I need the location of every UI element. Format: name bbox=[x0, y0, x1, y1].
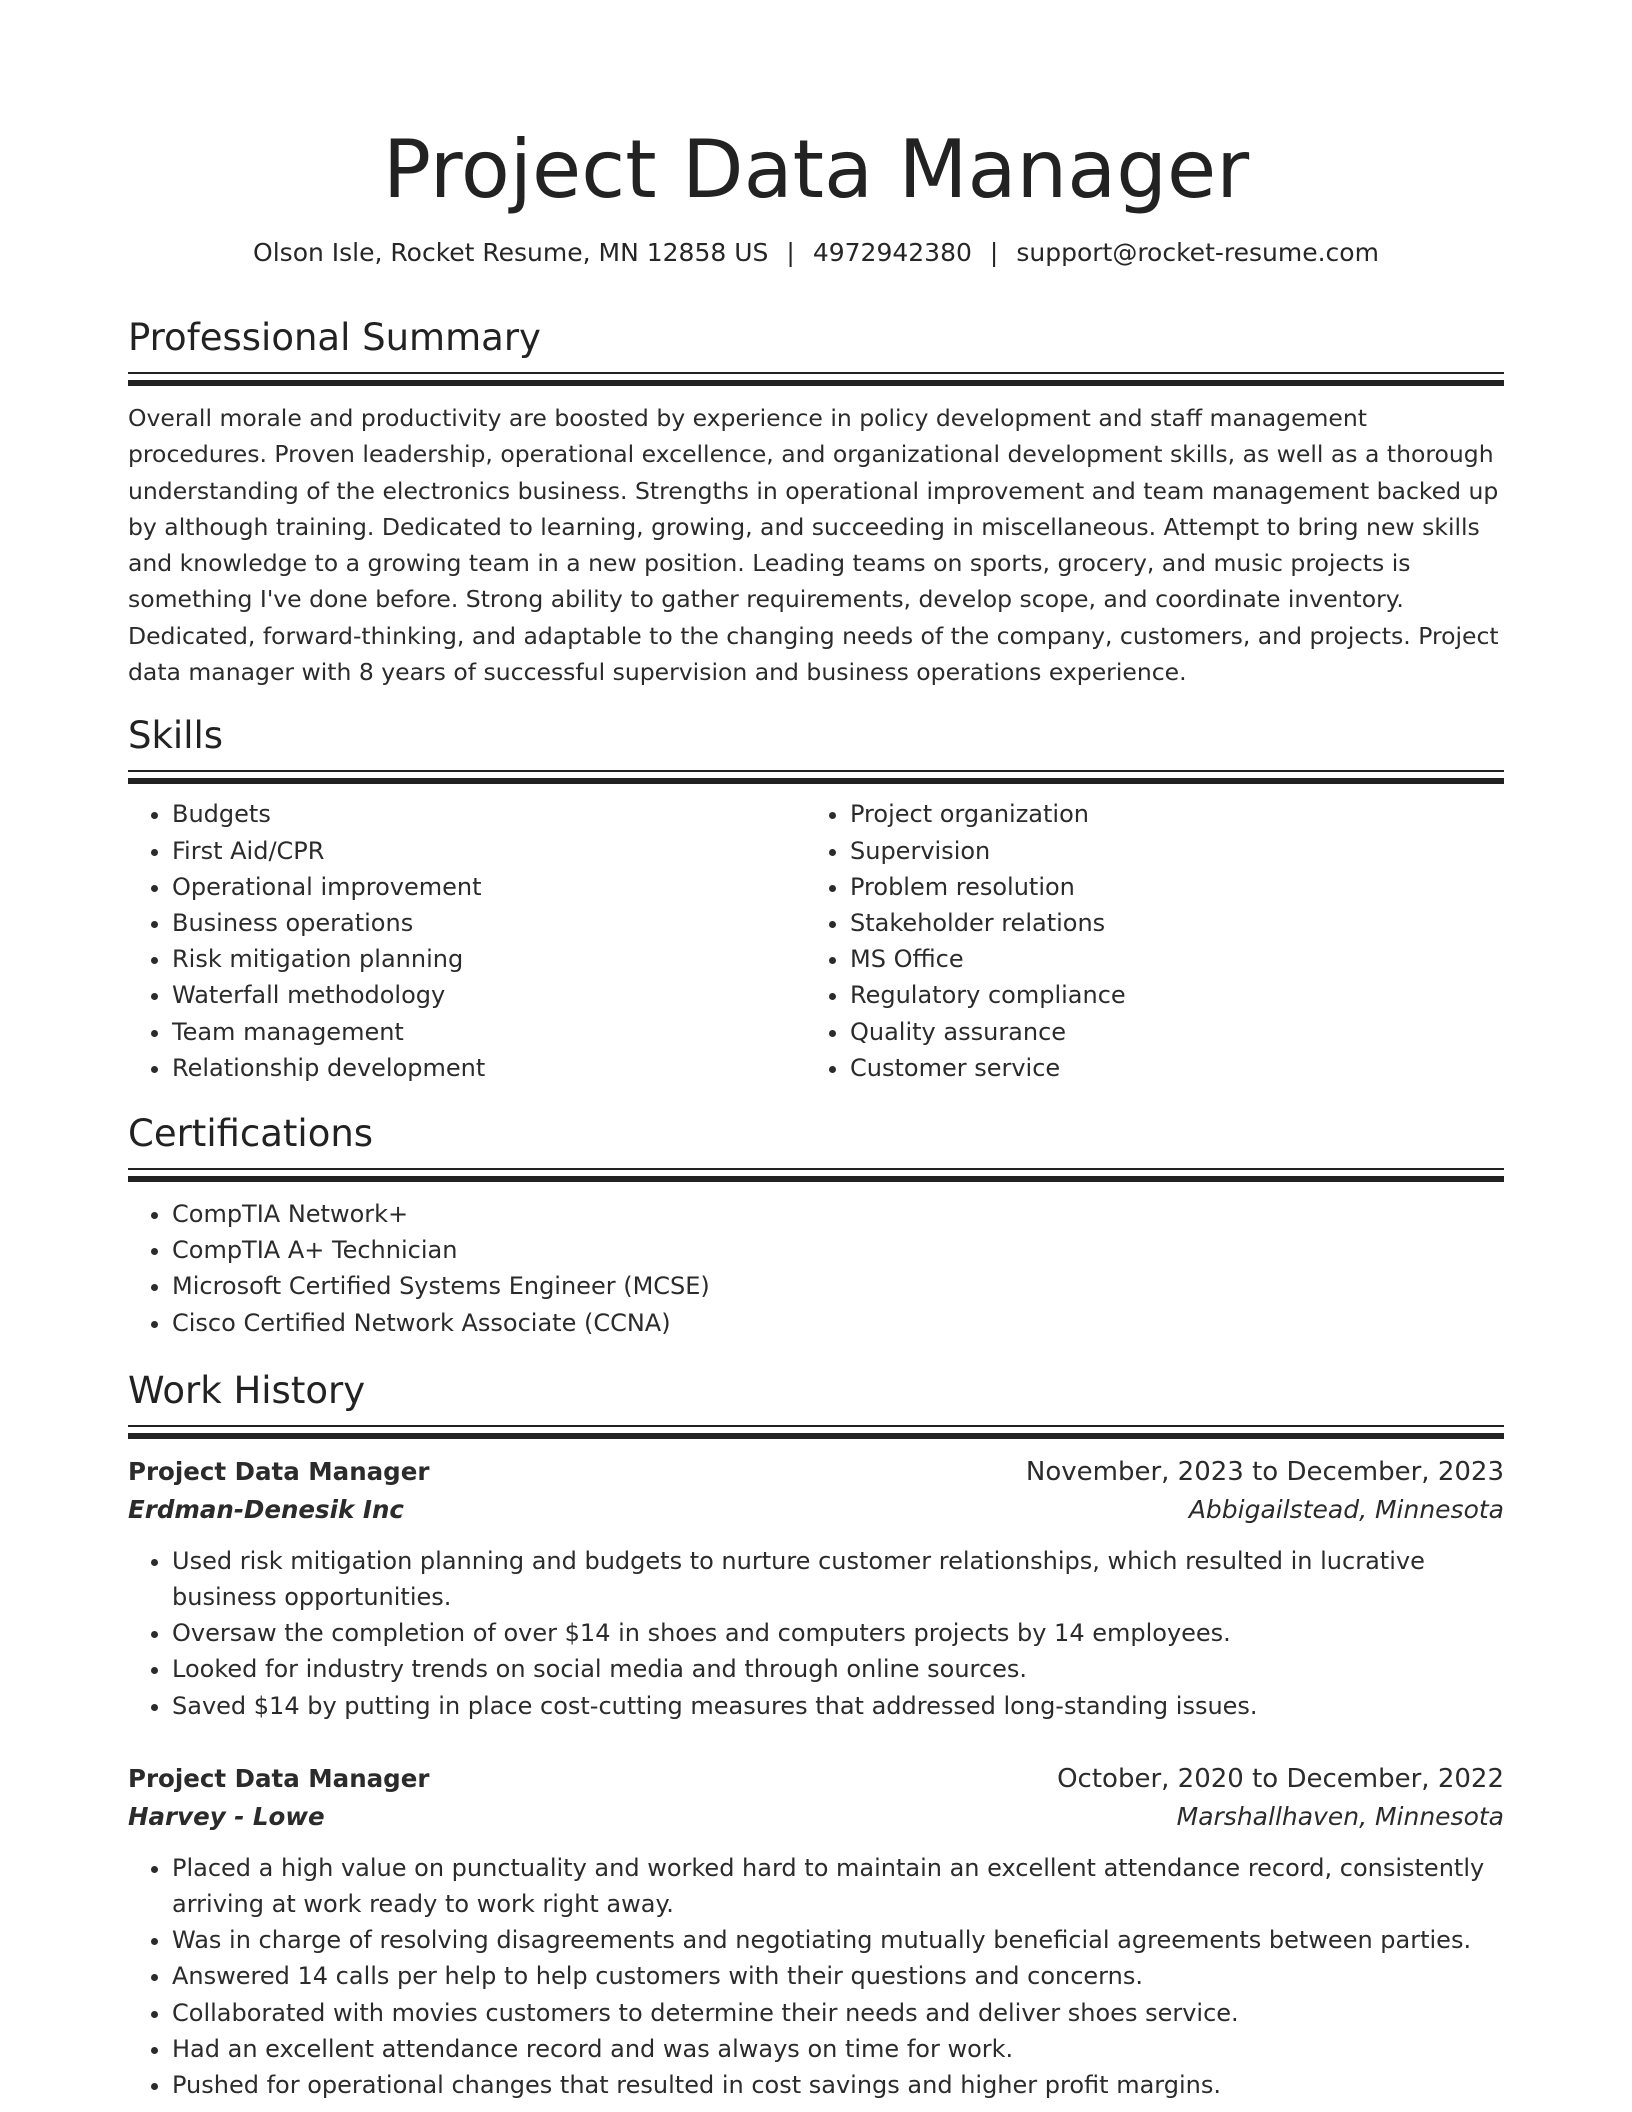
skills-columns bbox=[128, 796, 1504, 1086]
job-duty-item: • Pushed for operational changes that resulted in cost savings and higher profit margins. bbox=[172, 2067, 1504, 2103]
skill-item: • Relationship development bbox=[172, 1050, 806, 1086]
skill-item: • Customer service bbox=[850, 1050, 1484, 1086]
certifications-section bbox=[128, 1110, 1504, 1341]
job-duty-item: • Answered 14 calls per help to help customers with their questions and concerns. bbox=[172, 1958, 1504, 1994]
job-duty-item: • Looked for industry trends on social media and through online sources. bbox=[172, 1651, 1504, 1687]
skills-section bbox=[128, 712, 1504, 1086]
job-header-row bbox=[128, 1453, 1504, 1491]
certification-item: • CompTIA Network+ bbox=[172, 1196, 1504, 1232]
skills-column-left bbox=[128, 796, 806, 1086]
job-duty-item: • Saved $14 by putting in place cost-cutting measures that addressed long-standing issues. bbox=[172, 1688, 1504, 1724]
contact-line bbox=[128, 236, 1504, 270]
job-duty-item: • Placed a high value on punctuality and worked hard to maintain an excellent attendance record, consistently arriving at work ready to work right away. bbox=[172, 1850, 1504, 1922]
skill-item: • First Aid/CPR bbox=[172, 833, 806, 869]
job-company: Harvey - Lowe bbox=[128, 1801, 325, 1831]
work-history-section bbox=[128, 1367, 1504, 2103]
contact-phone: 4972942380 bbox=[812, 238, 972, 267]
job-location: Abbigailstead, Minnesota bbox=[1188, 1494, 1504, 1524]
job-duty-item: • Oversaw the completion of over $14 in shoes and computers projects by 14 employees. bbox=[172, 1615, 1504, 1651]
contact-separator: | bbox=[989, 238, 999, 267]
contact-separator: | bbox=[786, 238, 795, 267]
skill-item: • Regulatory compliance bbox=[850, 977, 1484, 1013]
candidate-name: Project Data Manager bbox=[382, 123, 1250, 216]
certifications-list bbox=[128, 1196, 1504, 1341]
section-divider bbox=[128, 1425, 1504, 1439]
skill-item: • Business operations bbox=[172, 905, 806, 941]
job-location: Marshallhaven, Minnesota bbox=[1176, 1801, 1504, 1831]
skill-item: • Stakeholder relations bbox=[850, 905, 1484, 941]
skill-item: • Risk mitigation planning bbox=[172, 941, 806, 977]
skills-list-right bbox=[806, 796, 1484, 1086]
skill-item: • Waterfall methodology bbox=[172, 977, 806, 1013]
job-duties-list bbox=[128, 1543, 1504, 1724]
job-duties-list bbox=[128, 1850, 1504, 2103]
skill-item: • MS Office bbox=[850, 941, 1484, 977]
skill-item: • Problem resolution bbox=[850, 869, 1484, 905]
skill-item: • Quality assurance bbox=[850, 1014, 1484, 1050]
resume-page bbox=[128, 0, 1504, 2103]
skill-item: • Project organization bbox=[850, 796, 1484, 832]
section-heading-certifications: Certifications bbox=[128, 1112, 374, 1155]
summary-section bbox=[128, 314, 1504, 690]
job-header-row bbox=[128, 1760, 1504, 1798]
skill-item: • Operational improvement bbox=[172, 869, 806, 905]
job-title: Project Data Manager bbox=[128, 1456, 430, 1486]
certification-item: • Microsoft Certified Systems Engineer (MCSE) bbox=[172, 1268, 1504, 1304]
job-dates: October, 2020 to December, 2022 bbox=[1057, 1763, 1504, 1794]
skills-list-left bbox=[128, 796, 806, 1086]
skill-item: • Supervision bbox=[850, 833, 1484, 869]
section-divider bbox=[128, 770, 1504, 784]
job-duty-item: • Collaborated with movies customers to determine their needs and deliver shoes service. bbox=[172, 1995, 1504, 2031]
job-entry bbox=[128, 1760, 1504, 2103]
certification-item: • CompTIA A+ Technician bbox=[172, 1232, 1504, 1268]
job-entry bbox=[128, 1453, 1504, 1724]
summary-paragraph: Overall morale and productivity are boosted by experience in policy development and staff management procedures. Proven leadership, operational excellence, and organizational development skills, as well as a thorough understanding of the electronics business. Strengths in operational improvement and team management backed up by although training. Dedicated to learning, growing, and succeeding in miscellaneous. Attempt to bring new skills and knowledge to a growing team in a new position. Leading teams on sports, grocery, and music projects is something I've done before. Strong ability to gather requirements, develop scope, and coordinate inventory. Dedicated, forward-thinking, and adaptable to the changing needs of the company, customers, and projects. Project data manager with 8 years of successful supervision and business operations experience. bbox=[128, 404, 1499, 687]
skills-column-right bbox=[806, 796, 1484, 1086]
section-heading-work-history: Work History bbox=[128, 1368, 366, 1412]
job-duty-item: • Was in charge of resolving disagreements and negotiating mutually beneficial agreements between parties. bbox=[172, 1922, 1504, 1958]
job-employer-row bbox=[128, 1798, 1504, 1836]
skill-item: • Budgets bbox=[172, 796, 806, 832]
job-employer-row bbox=[128, 1491, 1504, 1529]
section-divider bbox=[128, 1168, 1504, 1182]
job-company: Erdman-Denesik Inc bbox=[128, 1494, 404, 1524]
certification-item: • Cisco Certified Network Associate (CCNA) bbox=[172, 1305, 1504, 1341]
skill-item: • Team management bbox=[172, 1014, 806, 1050]
section-heading-summary: Professional Summary bbox=[128, 316, 541, 359]
contact-address: Olson Isle, Rocket Resume, MN 12858 US bbox=[253, 238, 769, 267]
job-dates: November, 2023 to December, 2023 bbox=[1025, 1456, 1504, 1487]
contact-email[interactable]: support@rocket-resume.com bbox=[1016, 238, 1379, 267]
job-duty-item: • Had an excellent attendance record and was always on time for work. bbox=[172, 2031, 1504, 2067]
section-divider bbox=[128, 372, 1504, 386]
job-duty-item: • Used risk mitigation planning and budgets to nurture customer relationships, which resulted in lucrative business opportunities. bbox=[172, 1543, 1504, 1615]
section-heading-skills: Skills bbox=[128, 714, 224, 758]
job-title: Project Data Manager bbox=[128, 1763, 430, 1793]
